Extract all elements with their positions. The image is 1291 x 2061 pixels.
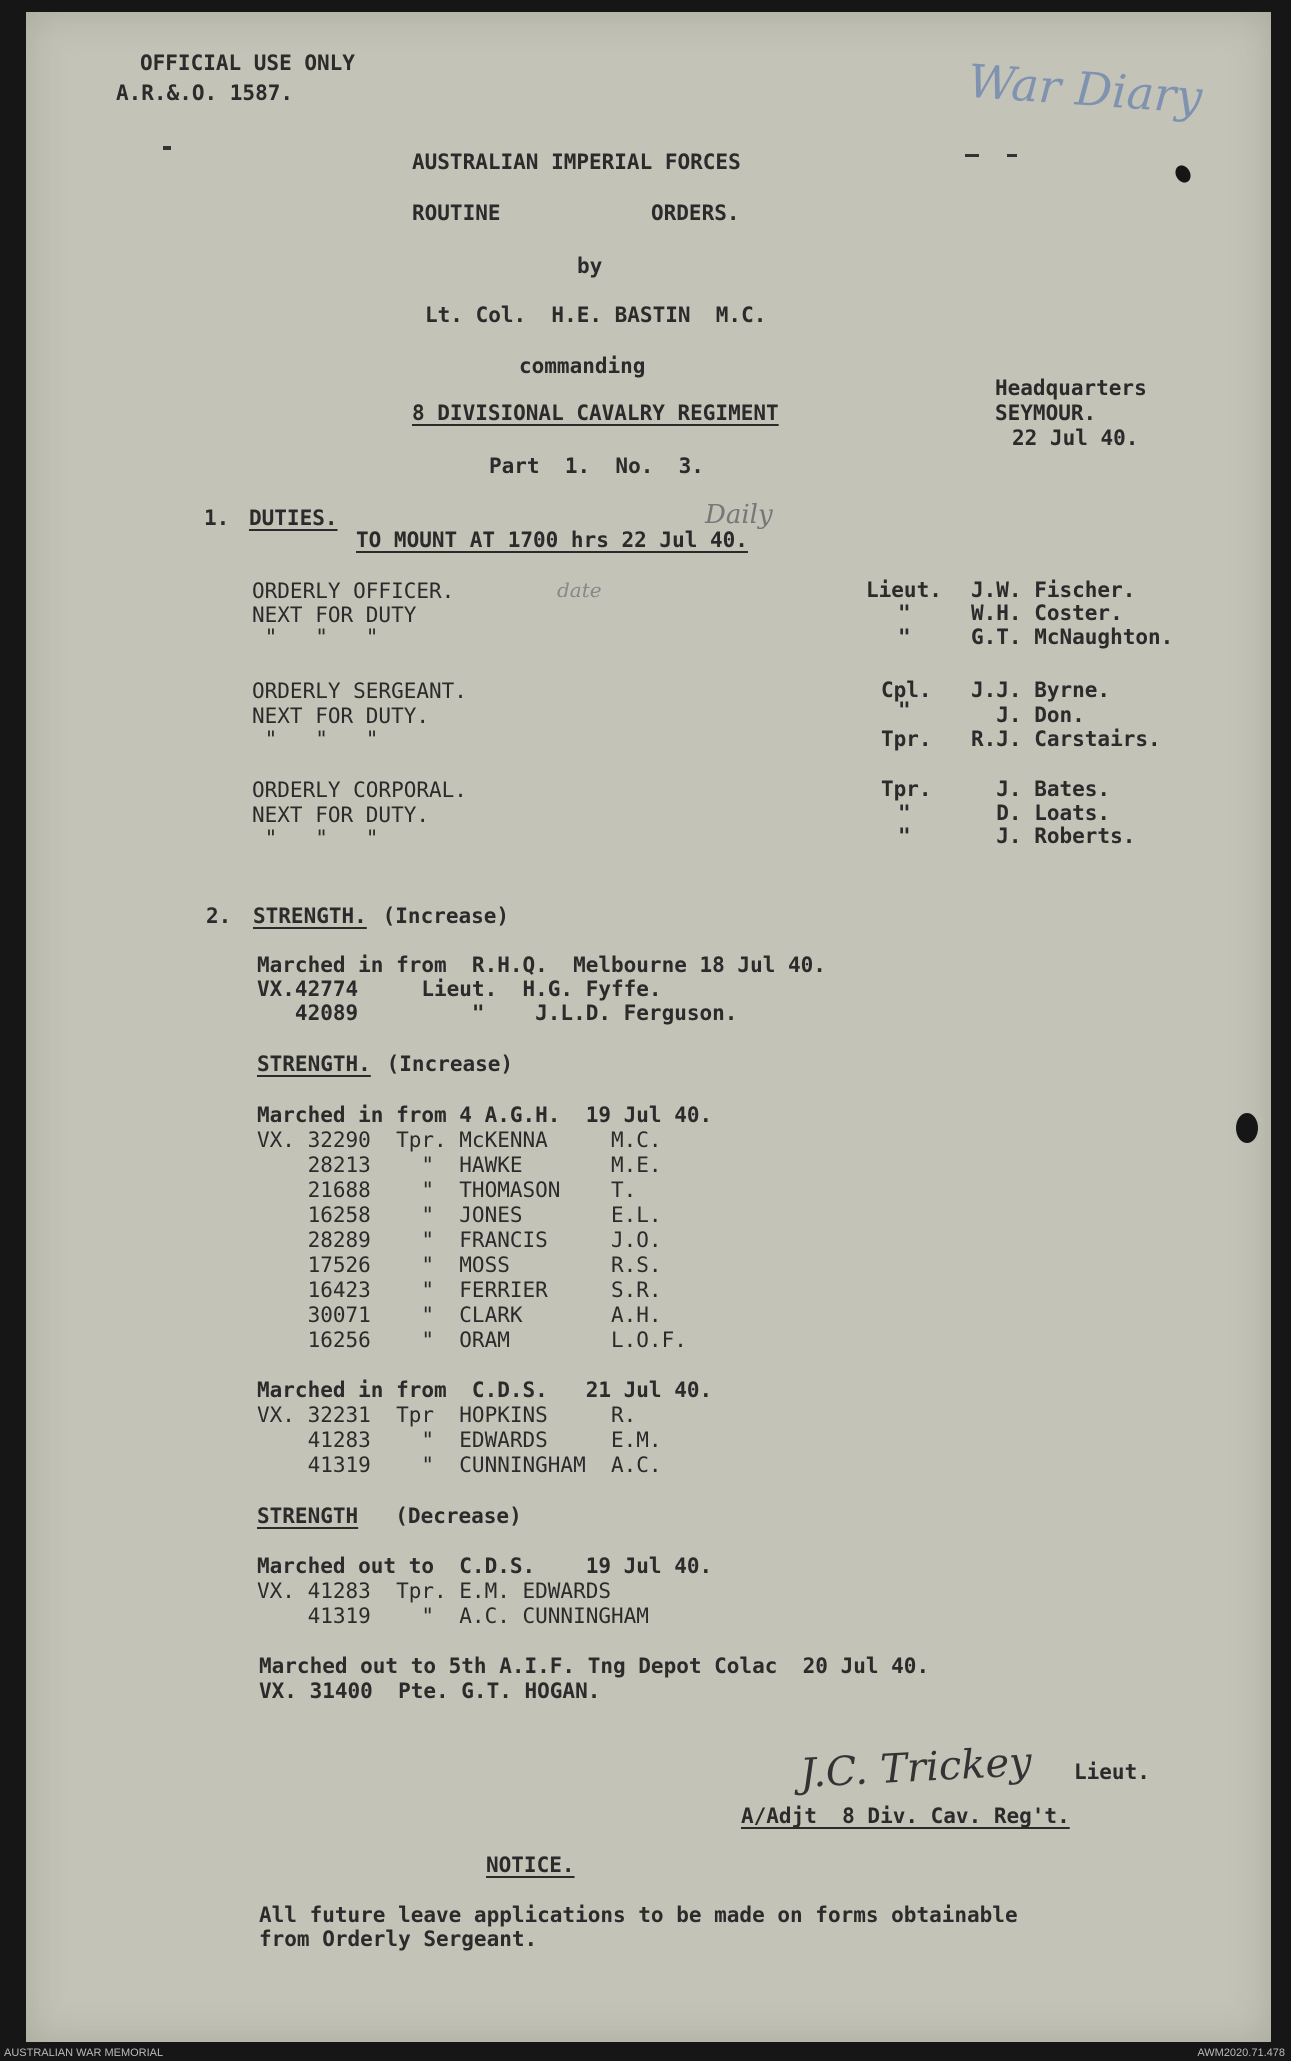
block2-title: Marched in from 4 A.G.H. 19 Jul 40.: [257, 1103, 713, 1127]
duties-mount-time: TO MOUNT AT 1700 hrs 22 Jul 40.: [356, 528, 748, 552]
duty-rank-1: Lieut.: [866, 578, 942, 602]
block3-row-3: 41319 " CUNNINGHAM A.C.: [257, 1453, 662, 1477]
duty-rank-2: ": [898, 601, 911, 625]
notice-line1: All future leave applications to be made on forms obtainable: [259, 1903, 1018, 1927]
duty-name-1: J.W. Fischer.: [971, 578, 1136, 602]
block2-row-8: 30071 " CLARK A.H.: [257, 1303, 662, 1327]
notice-line2: from Orderly Sergeant.: [259, 1927, 538, 1951]
duty-left-2: NEXT FOR DUTY: [252, 603, 417, 627]
duty-left-3: " " ": [252, 625, 379, 649]
duty-left-6: " " ": [252, 727, 379, 751]
duty-rank-8: ": [898, 801, 911, 825]
block1-line2: VX.42774 Lieut. H.G. Fyffe.: [257, 977, 662, 1001]
duty-name-2: W.H. Coster.: [971, 601, 1123, 625]
ink-mark: [965, 154, 979, 157]
strength-heading-2-note: (Increase): [374, 1052, 514, 1076]
duty-name-5: J. Don.: [971, 703, 1085, 727]
section-1-number: 1.: [204, 506, 230, 530]
handwritten-date: date: [557, 578, 602, 602]
block5-line2: VX. 31400 Pte. G.T. HOGAN.: [259, 1679, 601, 1703]
block2-row-4: 16258 " JONES E.L.: [257, 1203, 662, 1227]
title-commanding: commanding: [519, 354, 646, 378]
block3-row-1: VX. 32231 Tpr HOPKINS R.: [257, 1403, 637, 1427]
hq-date: 22 Jul 40.: [1012, 426, 1139, 450]
block1-line3: 42089 " J.L.D. Ferguson.: [257, 1001, 738, 1025]
title-by: by: [577, 254, 603, 278]
hq-location: SEYMOUR.: [995, 401, 1097, 425]
block5-line1: Marched out to 5th A.I.F. Tng Depot Colac 20 Jul 40.: [259, 1654, 930, 1678]
block2-row-7: 16423 " FERRIER S.R.: [257, 1278, 662, 1302]
strength-heading-3: STRENGTH: [257, 1504, 359, 1528]
block4-line3: 41319 " A.C. CUNNINGHAM: [257, 1604, 649, 1628]
duties-heading: DUTIES.: [249, 506, 338, 530]
part-number: Part 1. No. 3.: [489, 454, 704, 478]
ink-mark: [1007, 154, 1017, 157]
block2-row-3: 21688 " THOMASON T.: [257, 1178, 637, 1202]
strength-heading-1: STRENGTH.: [253, 904, 367, 928]
handwritten-war-diary: War Diary: [966, 53, 1204, 125]
footer-accession-number: AWM2020.71.478: [1197, 2047, 1285, 2059]
block4-line2: VX. 41283 Tpr. E.M. EDWARDS: [257, 1579, 612, 1603]
duty-name-9: J. Roberts.: [971, 824, 1136, 848]
strength-heading-2: STRENGTH.: [257, 1052, 371, 1076]
punch-hole-middle: [1236, 1113, 1258, 1143]
signature-rank: Lieut.: [1074, 1760, 1150, 1784]
notice-heading: NOTICE.: [486, 1853, 575, 1877]
duty-rank-4: Cpl.: [881, 678, 932, 702]
strength-heading-1-note: (Increase): [370, 904, 510, 928]
handwritten-daily: Daily: [705, 500, 773, 530]
title-orders: ORDERS.: [651, 201, 740, 225]
adjutant-title: A/Adjt 8 Div. Cav. Reg't.: [741, 1804, 1070, 1828]
duty-rank-5: ": [898, 698, 911, 722]
strength-heading-3-note: (Decrease): [370, 1504, 522, 1528]
title-routine: ROUTINE: [412, 201, 501, 225]
block2-row-9: 16256 " ORAM L.O.F.: [257, 1328, 687, 1352]
duty-left-9: " " ": [252, 826, 379, 850]
duty-left-5: NEXT FOR DUTY.: [252, 704, 430, 728]
reference-number: A.R.&.O. 1587.: [116, 81, 294, 105]
block3-row-2: 41283 " EDWARDS E.M.: [257, 1428, 662, 1452]
block2-row-2: 28213 " HAWKE M.E.: [257, 1153, 662, 1177]
section-2-number: 2.: [206, 904, 232, 928]
block1-line1: Marched in from R.H.Q. Melbourne 18 Jul 40.: [257, 953, 826, 977]
duty-rank-6: Tpr.: [881, 727, 932, 751]
duty-name-4: J.J. Byrne.: [971, 678, 1111, 702]
footer-archive-name: AUSTRALIAN WAR MEMORIAL: [4, 2047, 164, 2059]
hq-label: Headquarters: [995, 376, 1147, 400]
official-use-label: OFFICIAL USE ONLY: [140, 51, 355, 75]
duty-left-4: ORDERLY SERGEANT.: [252, 679, 467, 703]
duty-rank-7: Tpr.: [881, 777, 932, 801]
block3-title: Marched in from C.D.S. 21 Jul 40.: [257, 1378, 713, 1402]
duty-name-6: R.J. Carstairs.: [971, 727, 1161, 751]
block4-line1: Marched out to C.D.S. 19 Jul 40.: [257, 1554, 713, 1578]
duty-left-7: ORDERLY CORPORAL.: [252, 778, 467, 802]
duty-name-7: J. Bates.: [971, 777, 1111, 801]
ink-mark: [163, 146, 171, 150]
duty-rank-9: ": [898, 824, 911, 848]
duty-rank-3: ": [898, 625, 911, 649]
commander-name: Lt. Col. H.E. BASTIN M.C.: [425, 303, 767, 327]
block2-row-1: VX. 32290 Tpr. McKENNA M.C.: [257, 1128, 662, 1152]
duty-name-3: G.T. McNaughton.: [971, 625, 1174, 649]
duty-left-8: NEXT FOR DUTY.: [252, 803, 430, 827]
handwritten-signature: J.C. Trickey: [798, 1738, 1033, 1798]
duty-left-1: ORDERLY OFFICER.: [252, 579, 455, 603]
block2-row-5: 28289 " FRANCIS J.O.: [257, 1228, 662, 1252]
block2-row-6: 17526 " MOSS R.S.: [257, 1253, 662, 1277]
regiment-name: 8 DIVISIONAL CAVALRY REGIMENT: [412, 401, 779, 425]
title-line1: AUSTRALIAN IMPERIAL FORCES: [412, 150, 741, 174]
duty-name-8: D. Loats.: [971, 801, 1111, 825]
